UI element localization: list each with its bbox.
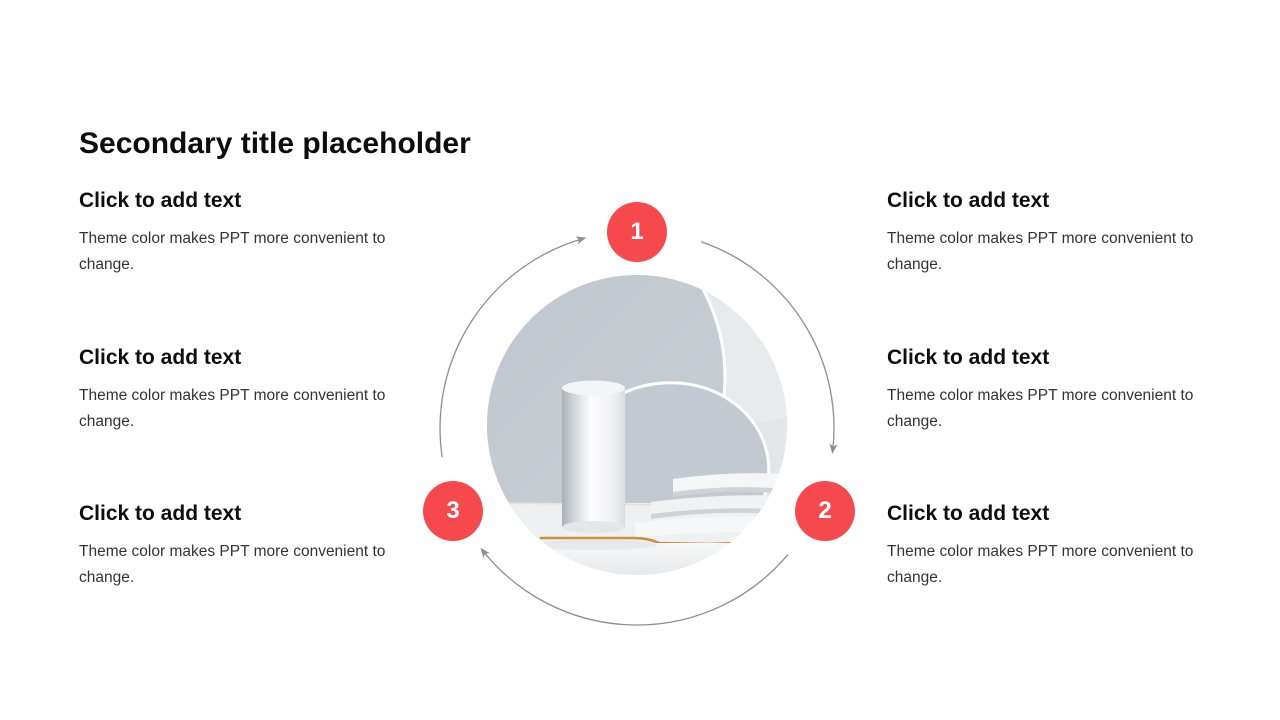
placeholder-heading: Click to add text (887, 346, 1050, 369)
text-placeholder-right-2[interactable] (887, 345, 1207, 435)
cycle-badge-1 (607, 202, 667, 262)
badge-number: 1 (630, 218, 644, 245)
cycle-badge-2 (795, 481, 855, 541)
placeholder-body: Theme color makes PPT more convenient to change. (79, 230, 386, 273)
placeholder-body: Theme color makes PPT more convenient to change. (887, 230, 1194, 273)
image-cylinder (562, 381, 625, 534)
text-placeholder-right-3[interactable] (887, 501, 1207, 591)
badge-number: 3 (446, 497, 460, 524)
placeholder-body: Theme color makes PPT more convenient to change. (79, 387, 386, 430)
placeholder-body: Theme color makes PPT more convenient to change. (887, 387, 1194, 430)
text-placeholder-left-2[interactable] (79, 345, 399, 435)
text-placeholder-right-1[interactable] (887, 188, 1207, 278)
placeholder-heading: Click to add text (79, 189, 242, 212)
slide-title-placeholder[interactable]: Secondary title placeholder (79, 127, 471, 160)
center-image (487, 275, 787, 575)
placeholder-body: Theme color makes PPT more convenient to change. (887, 543, 1194, 586)
placeholder-body: Theme color makes PPT more convenient to change. (79, 543, 386, 586)
cycle-badge-3 (423, 481, 483, 541)
placeholder-heading: Click to add text (79, 502, 242, 525)
text-placeholder-left-1[interactable] (79, 188, 399, 278)
placeholder-heading: Click to add text (79, 346, 242, 369)
placeholder-heading: Click to add text (887, 189, 1050, 212)
text-placeholder-left-3[interactable] (79, 501, 399, 591)
placeholder-heading: Click to add text (887, 502, 1050, 525)
badge-number: 2 (818, 497, 832, 524)
